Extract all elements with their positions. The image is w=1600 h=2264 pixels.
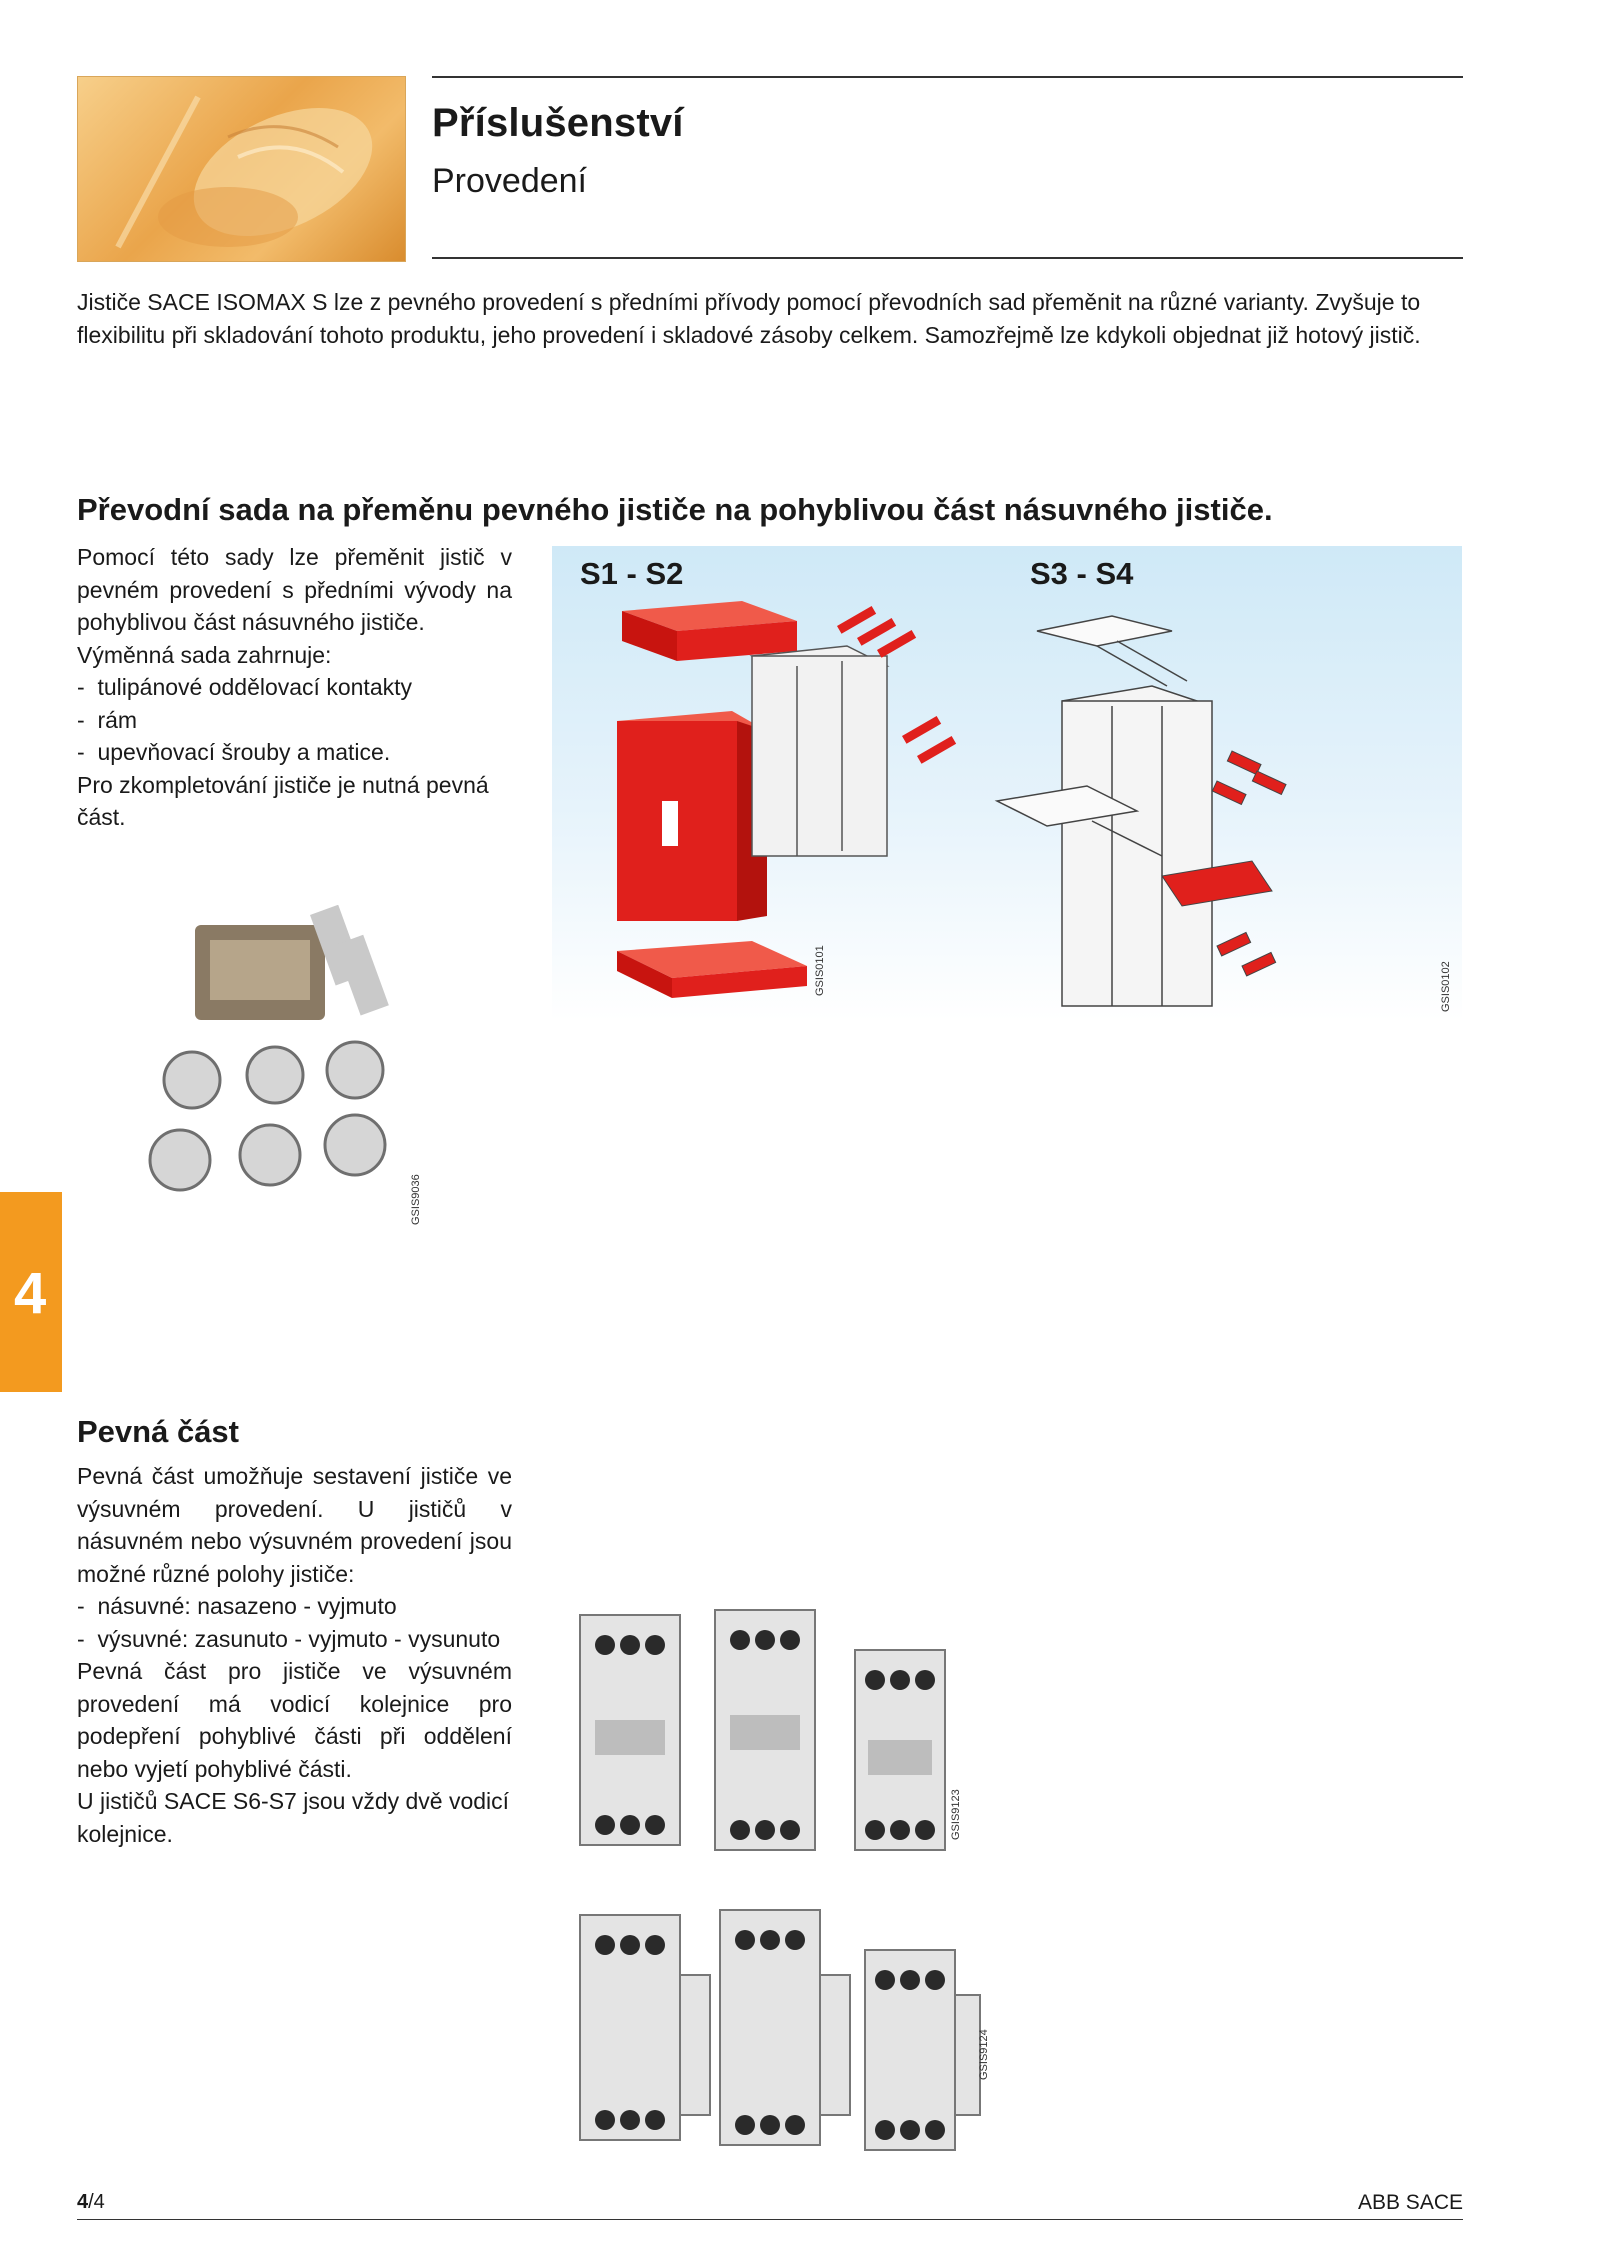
footer-rule: [77, 2219, 1463, 2220]
fixed-part-text-note: U jističů SACE S6-S7 jsou vždy dvě vodicí kolejnice.: [77, 1788, 510, 1847]
photo-code-fixed-1: GSIS9123: [950, 1789, 962, 1840]
fixed-part-heading: Pevná část: [77, 1414, 239, 1449]
s1-s2-red-base: [617, 941, 807, 998]
list-item: - tulipánové oddělovací kontakty: [77, 671, 512, 704]
page-title: Příslušenství: [432, 101, 684, 145]
list-item: - upevňovací šrouby a matice.: [77, 736, 512, 769]
chapter-number: 4: [14, 1261, 47, 1326]
fixed-part-text-rails: Pevná část pro jističe ve výsuvném provedení má vodicí kolejnice pro podepření pohyblivé části při oddělení nebo vyjetí pohyblivé části.: [77, 1658, 512, 1782]
photo-code-contacts: GSIS9036: [410, 1174, 422, 1225]
s1-s2-red-body: [617, 711, 767, 921]
conversion-text-intro: Pomocí této sady lze přeměnit jistič v pevném provedení s předními vývody na pohyblivou část násuvného jističe.: [77, 544, 512, 635]
s1-s2-red-cover: [622, 601, 797, 661]
conversion-kit-diagram: [552, 546, 1462, 1021]
conversion-text-note: Pro zkompletování jističe je nutná pevná část.: [77, 771, 489, 830]
header-rugby-image: [77, 76, 406, 262]
exploded-view-drawing: [552, 546, 1462, 1021]
diagram-code-right: GSIS0102: [1440, 961, 1452, 1012]
s3-s4-grey-breaker: [1062, 686, 1212, 1006]
conversion-kit-list: [77, 671, 512, 769]
photo-code-fixed-2: GSIS9124: [978, 2029, 990, 2080]
intro-paragraph: Jističe SACE ISOMAX S lze z pevného provedení s předními přívody pomocí převodních sad přeměnit na různé varianty. Zvyšuje to flexibilitu při skladování tohoto produktu, jeho provedení i skladové zásoby celkem. Samozřejmě lze kdykoli objednat již hotový jistič.: [77, 289, 1421, 348]
diagram-label-s3-s4: S3 - S4: [1030, 556, 1134, 591]
conversion-heading: Převodní sada na přeměnu pevného jističe na pohyblivou část násuvného jističe.: [77, 492, 1273, 527]
tulip-contacts-photo: [140, 905, 425, 1235]
header-bottom-rule: [432, 257, 1463, 259]
fixed-part-text: [77, 1460, 512, 1850]
fixed-parts-photo-1: [570, 1600, 980, 1860]
s3-s4-top-frame: [1037, 616, 1187, 686]
conversion-text-kit: Výměnná sada zahrnuje:: [77, 641, 332, 668]
page-number: [77, 2191, 105, 2214]
diagram-code-left: GSIS0101: [814, 945, 826, 996]
fixed-parts-photo-2: [570, 1895, 1000, 2165]
diagram-label-s1-s2: S1 - S2: [580, 556, 684, 591]
page-number-bold: 4: [77, 2191, 89, 2213]
page-number-rest: /4: [88, 2191, 105, 2213]
list-item: - rám: [77, 704, 512, 737]
conversion-text: [77, 541, 512, 834]
s1-s2-grey-breaker: [752, 646, 887, 856]
list-item: - výsuvné: zasunuto - vyjmuto - vysunuto: [77, 1623, 512, 1656]
list-item: - násuvné: nasazeno - vyjmuto: [77, 1590, 512, 1623]
page-subtitle: Provedení: [432, 162, 587, 200]
fixed-part-positions-list: [77, 1590, 512, 1655]
fixed-part-text-intro: Pevná část umožňuje sestavení jističe ve výsuvném provedení. U jističů v násuvném nebo výsuvném provedení jsou možné různé polohy jističe:: [77, 1463, 512, 1587]
chapter-tab: [0, 1192, 62, 1392]
footer-brand: ABB SACE: [1357, 2191, 1463, 2214]
header-top-rule: [432, 76, 1463, 78]
